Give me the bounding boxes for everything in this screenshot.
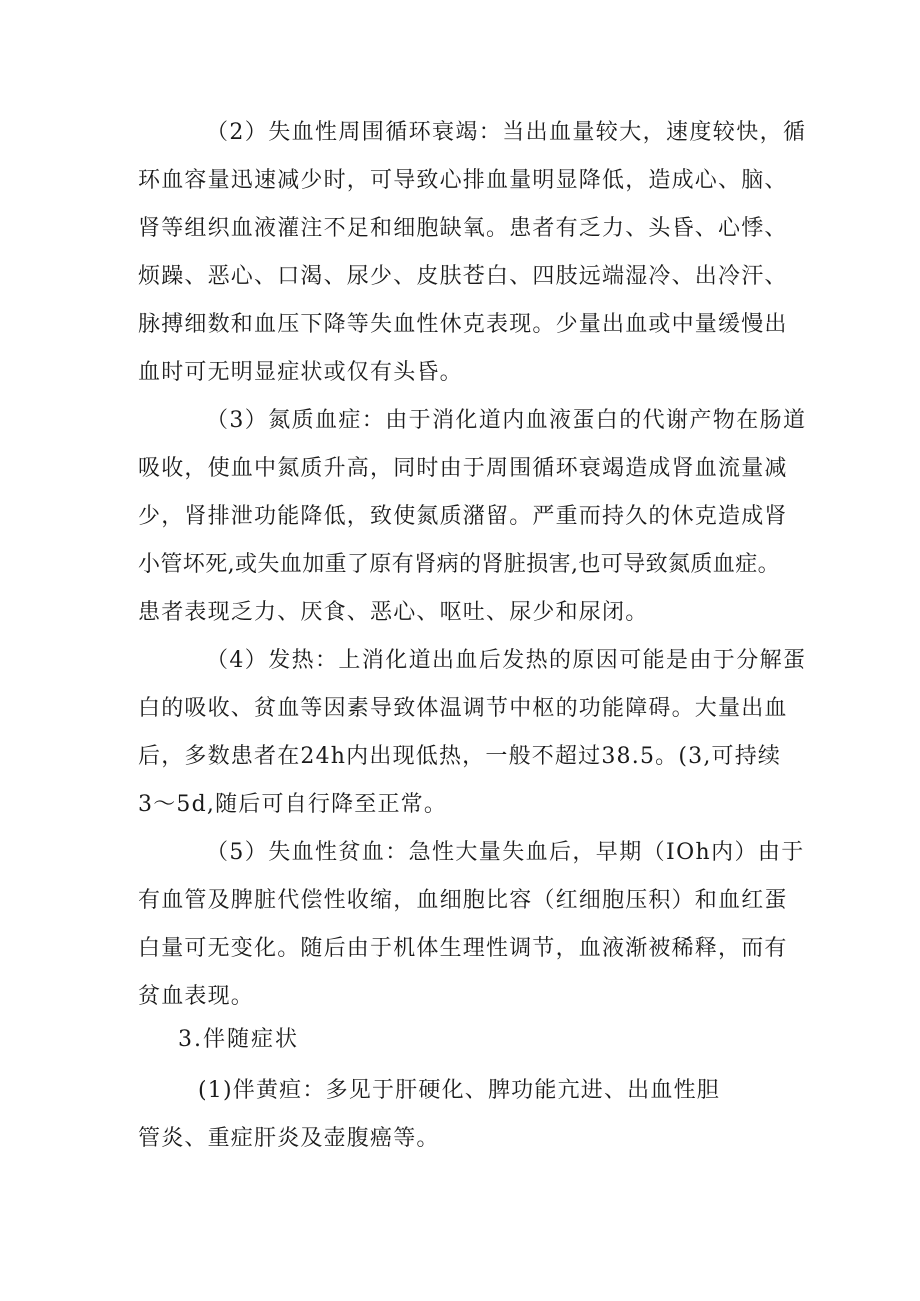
paragraph-3-line-3: 少，肾排泄功能降低，致使氮质潴留。严重而持久的休克造成肾 — [138, 504, 788, 529]
paragraph-3-line-5: 患者表现乏力、厌食、恶心、呕吐、尿少和尿闭。 — [138, 600, 649, 625]
paragraph-5-line-1: （5）失血性贫血：急性大量失血后，早期（IOh内）由于 — [206, 840, 805, 865]
paragraph-2-line-5: 脉搏细数和血压下降等失血性休克表现。少量出血或中量缓慢出 — [138, 312, 788, 337]
sub-item-line-1: (1)伴黄疸：多见于肝硬化、脾功能亢进、出血性胆 — [198, 1078, 720, 1103]
paragraph-2-line-3: 肾等组织血液灌注不足和细胞缺氧。患者有乏力、头昏、心悸、 — [138, 216, 788, 241]
paragraph-5-line-3: 白量可无变化。随后由于机体生理性调节，血液渐被稀释，而有 — [138, 936, 788, 961]
section-heading: 3.伴随症状 — [178, 1027, 299, 1052]
paragraph-4-line-4: 3～5d,随后可自行降至正常。 — [138, 792, 448, 817]
paragraph-2-line-1: （2）失血性周围循环衰竭：当出血量较大，速度较快，循 — [206, 120, 807, 145]
paragraph-5-line-2: 有血管及脾脏代偿性收缩，血细胞比容（红细胞压积）和血红蛋 — [138, 888, 788, 913]
paragraph-4-line-1: （4）发热：上消化道出血后发热的原因可能是由于分解蛋 — [206, 648, 807, 673]
paragraph-2-line-6: 血时可无明显症状或仅有头昏。 — [138, 360, 463, 385]
paragraph-3-line-1: （3）氮质血症：由于消化道内血液蛋白的代谢产物在肠道 — [206, 408, 807, 433]
paragraph-4-line-3: 后，多数患者在24h内出现低热，一般不超过38.5。(3,可持续 — [138, 744, 782, 769]
paragraph-3-line-2: 吸收，使血中氮质升高，同时由于周围循环衰竭造成肾血流量减 — [138, 456, 788, 481]
paragraph-2-line-2: 环血容量迅速减少时，可导致心排血量明显降低，造成心、脑、 — [138, 168, 788, 193]
sub-item-line-2: 管炎、重症肝炎及壶腹癌等。 — [138, 1126, 440, 1151]
paragraph-5-line-4: 贫血表现。 — [138, 984, 255, 1009]
paragraph-2-line-4: 烦躁、恶心、口渴、尿少、皮肤苍白、四肢远端湿冷、出冷汗、 — [138, 264, 788, 289]
paragraph-3-line-4: 小管坏死,或失血加重了原有肾病的肾脏损害,也可导致氮质血症。 — [138, 552, 780, 577]
paragraph-4-line-2: 白的吸收、贫血等因素导致体温调节中枢的功能障碍。大量出血 — [138, 696, 788, 721]
